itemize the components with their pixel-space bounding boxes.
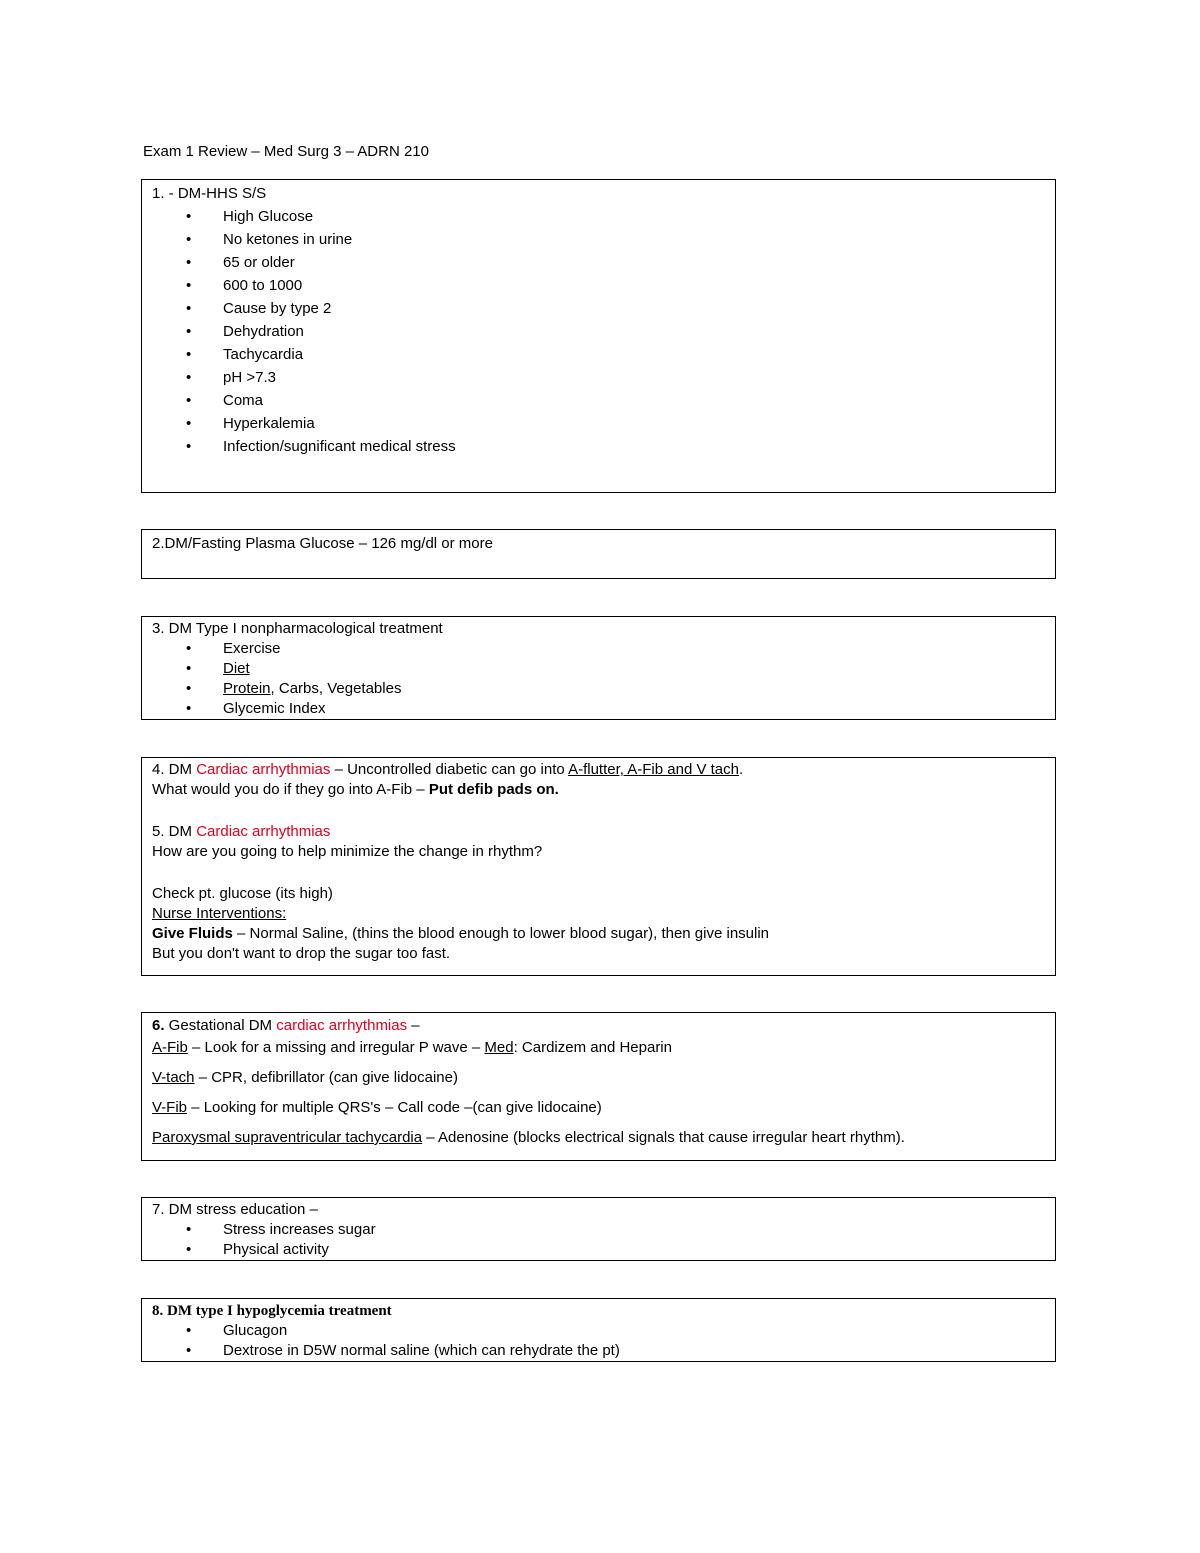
box-7-heading: 7. DM stress education –: [152, 1201, 318, 1218]
review-box-6: [141, 1012, 1056, 1161]
vtach-text: – CPR, defibrillator (can give lidocaine): [194, 1069, 458, 1086]
list-item: • Exercise: [152, 639, 1045, 659]
q6-suffix: –: [407, 1017, 420, 1034]
list-item: • Dextrose in D5W normal saline (which can rehydrate the pt): [152, 1341, 1045, 1361]
psvt-text: – Adenosine (blocks electrical signals that cause irregular heart rhythm).: [422, 1129, 905, 1146]
last-line: But you don't want to drop the sugar too fast.: [152, 945, 451, 962]
check-glucose: Check pt. glucose (its high): [152, 885, 333, 902]
q4-line-1: [152, 760, 1045, 780]
list-item: [152, 679, 1045, 699]
box-1-heading: 1. - DM-HHS S/S: [152, 185, 267, 202]
list-item: • Tachycardia: [152, 343, 1045, 366]
list-item: • Dehydration: [152, 320, 1045, 343]
vfib-label: V-Fib: [152, 1099, 188, 1116]
afib-line: [152, 1037, 1045, 1059]
afib-text-a: – Look for a missing and irregular P wave –: [187, 1039, 485, 1056]
q4-red-text: Cardiac arrhythmias: [196, 761, 331, 778]
box-3-heading: 3. DM Type I nonpharmacological treatment: [152, 620, 443, 637]
list-item: • 600 to 1000: [152, 274, 1045, 297]
give-fluids-bold: Give Fluids: [152, 925, 233, 942]
box-8-list: [152, 1321, 1045, 1361]
vfib-line: [152, 1097, 1045, 1119]
psvt-line: [152, 1127, 1045, 1149]
review-box-2: [141, 529, 1056, 579]
q4-underline: A-flutter, A-Fib and V tach: [568, 761, 739, 778]
list-item: • pH >7.3: [152, 366, 1045, 389]
review-box-7: [141, 1197, 1056, 1261]
page-title: Exam 1 Review – Med Surg 3 – ADRN 210: [143, 143, 429, 160]
q4-mid: – Uncontrolled diabetic can go into: [330, 761, 569, 778]
review-box-8: [141, 1298, 1056, 1362]
box-7-list: [152, 1220, 1045, 1260]
list-item: • Glucagon: [152, 1321, 1045, 1341]
list-item: • Hyperkalemia: [152, 412, 1045, 435]
afib-med: Med: [484, 1039, 514, 1056]
give-fluids-rest: – Normal Saline, (thins the blood enough to lower blood sugar), then give insulin: [232, 925, 770, 942]
box-2-text: 2.DM/Fasting Plasma Glucose – 126 mg/dl or more: [152, 535, 493, 552]
q6-num: 6.: [152, 1017, 165, 1034]
list-item: • Physical activity: [152, 1240, 1045, 1260]
list-item: • Coma: [152, 389, 1045, 412]
list-item: • Infection/sugnificant medical stress: [152, 435, 1045, 458]
list-item: • High Glucose: [152, 205, 1045, 228]
box-3-list: [152, 639, 1045, 719]
review-box-1: [141, 179, 1056, 493]
vtach-line: [152, 1067, 1045, 1089]
review-box-4: [141, 757, 1056, 976]
q4-line-2: [152, 780, 1045, 800]
give-fluids-line: [152, 924, 1045, 944]
q6-prefix: Gestational DM: [164, 1017, 277, 1034]
q4-prefix: 4. DM: [152, 761, 197, 778]
afib-label: A-Fib: [152, 1039, 188, 1056]
list-item: • 65 or older: [152, 251, 1045, 274]
q6-red-text: cardiac arrhythmias: [276, 1017, 408, 1034]
protein-text: Protein: [223, 680, 271, 697]
q4-end: .: [738, 761, 744, 778]
psvt-label: Paroxysmal supraventricular tachycardia: [152, 1129, 423, 1146]
box-8-heading: 8. DM type I hypoglycemia treatment: [152, 1303, 392, 1319]
list-item: • No ketones in urine: [152, 228, 1045, 251]
q5-red-text: Cardiac arrhythmias: [196, 823, 331, 840]
afib-text-b: : Cardizem and Heparin: [513, 1039, 672, 1056]
list-item: • Stress increases sugar: [152, 1220, 1045, 1240]
q5-line-2: How are you going to help minimize the change in rhythm?: [152, 843, 543, 860]
q4-line2-a: What would you do if they go into A-Fib –: [152, 781, 429, 798]
list-item: [152, 659, 1045, 679]
diet-text: Diet: [223, 660, 250, 677]
nurse-interventions: Nurse Interventions:: [152, 905, 287, 922]
list-item: • Glycemic Index: [152, 699, 1045, 719]
box-1-list: [152, 205, 1045, 458]
vfib-text: – Looking for multiple QRS's – Call code –(can give lidocaine): [187, 1099, 602, 1116]
q4-line2-b: Put defib pads on.: [428, 781, 559, 798]
carbs-text: , Carbs, Vegetables: [270, 680, 402, 697]
q5-prefix: 5. DM: [152, 823, 197, 840]
q5-line-1: [152, 822, 1045, 842]
q6-line-1: [152, 1015, 1045, 1037]
vtach-label: V-tach: [152, 1069, 195, 1086]
review-box-3: [141, 616, 1056, 720]
list-item: • Cause by type 2: [152, 297, 1045, 320]
